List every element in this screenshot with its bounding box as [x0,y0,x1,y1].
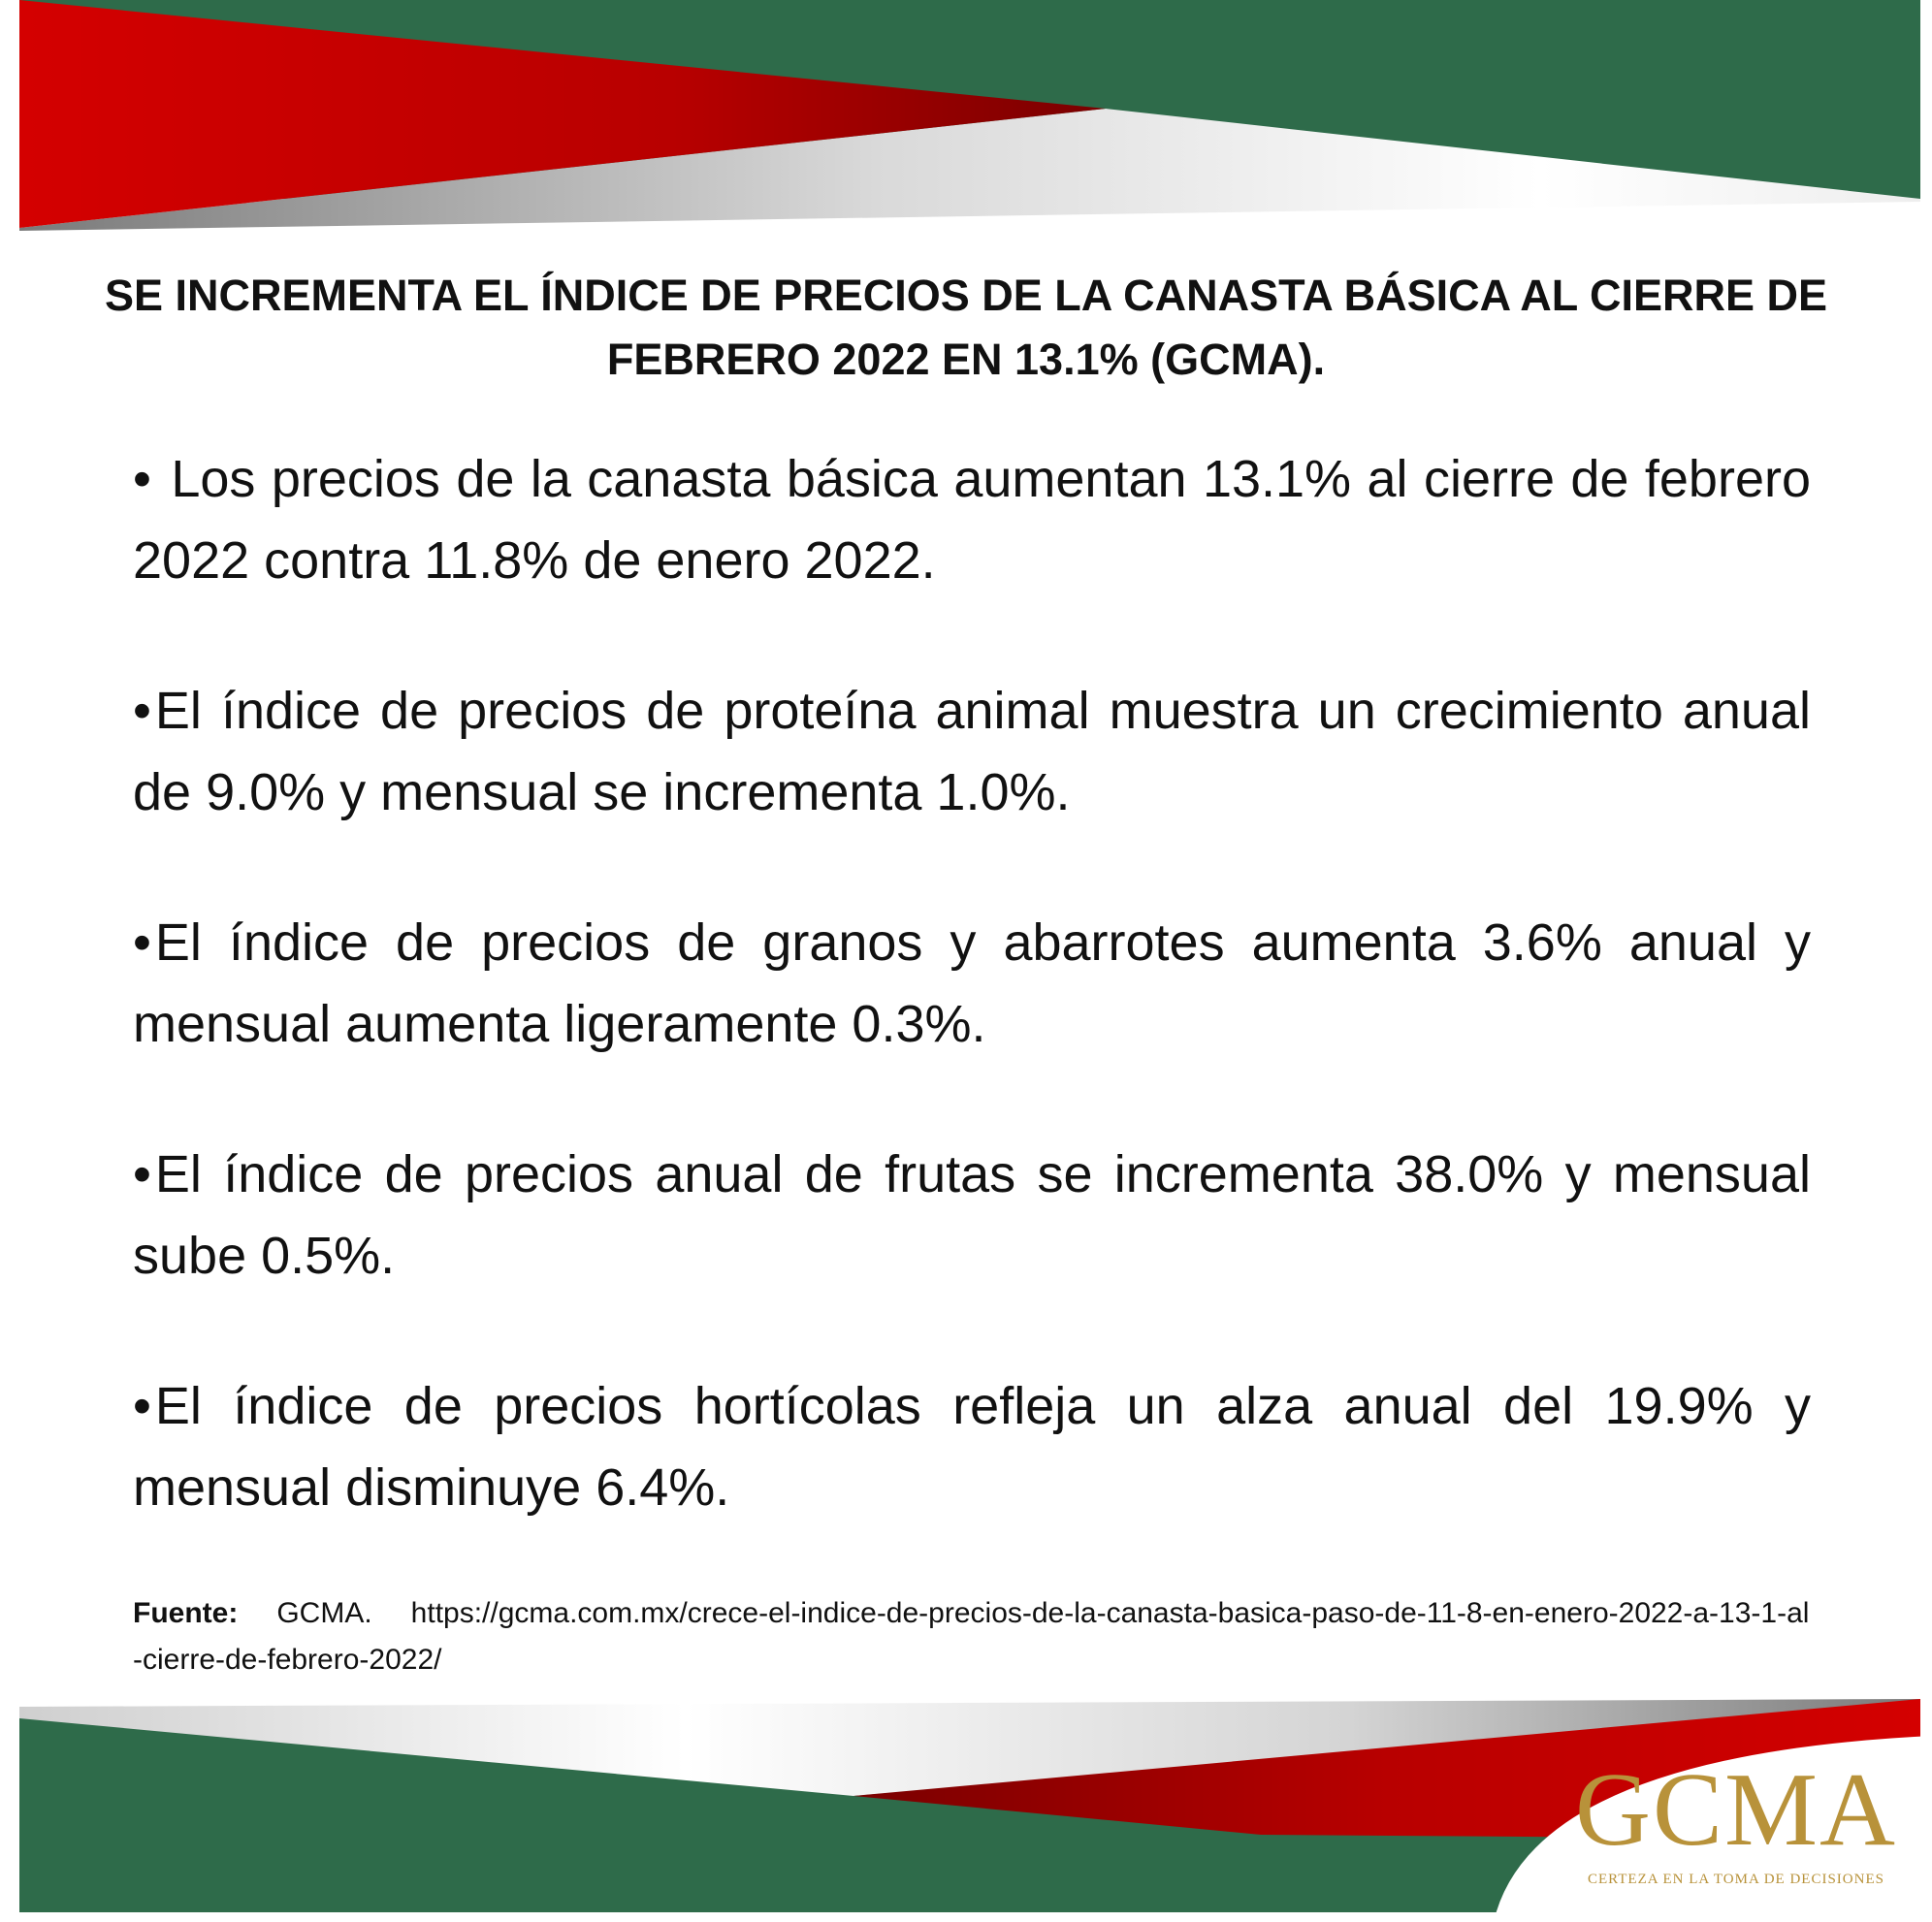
headline: SE INCREMENTA EL ÍNDICE DE PRECIOS DE LA CANASTA BÁSICA AL CIERRE DE FEBRERO 2022 EN 13.1% (GCMA). [105,271,1827,384]
logo-wordmark: GCMA [1574,1752,1898,1868]
bullet-mark: • [133,1377,151,1435]
bullet-text: El índice de precios de granos y abarrotes aumenta 3.6% anual y mensual aumenta ligeramente 0.3%. [133,913,1811,1053]
bullet-item [133,670,1811,833]
source-link[interactable]: https://gcma.com.mx/crece-el-indice-de-precios-de-la-canasta-basica-paso-de-11-8-en-enero-2022-a-13-1-al-cierre-de-febrero-2022/ [133,1597,1810,1676]
bullet-item [133,1365,1811,1528]
source-label: Fuente: [133,1597,239,1629]
top-banner [0,0,1932,233]
source-citation [133,1590,1811,1683]
bullet-text: El índice de precios de proteína animal muestra un crecimiento anual de 9.0% y mensual se incrementa 1.0%. [133,682,1811,821]
bullet-mark: • [133,1145,151,1203]
bullet-text: El índice de precios anual de frutas se incrementa 38.0% y mensual sube 0.5%. [133,1145,1811,1285]
bullet-mark: • [133,682,151,740]
bullet-text: El índice de precios hortícolas refleja un alza anual del 19.9% y mensual disminuye 6.4%. [133,1377,1811,1517]
gcma-logo [1494,1736,1932,1922]
bullet-item [133,1134,1811,1297]
bullet-text: Los precios de la canasta básica aumentan 13.1% al cierre de febrero 2022 contra 11.8% de enero 2022. [133,450,1811,590]
bullet-mark: • [133,913,151,972]
source-org: GCMA. [276,1597,372,1629]
top-banner-graphic [0,0,1932,233]
bullet-list [133,438,1811,1597]
logo-tagline: CERTEZA EN LA TOMA DE DECISIONES [1588,1872,1884,1887]
bullet-item [133,438,1811,601]
bullet-item [133,902,1811,1065]
bullet-mark: • [133,450,151,508]
